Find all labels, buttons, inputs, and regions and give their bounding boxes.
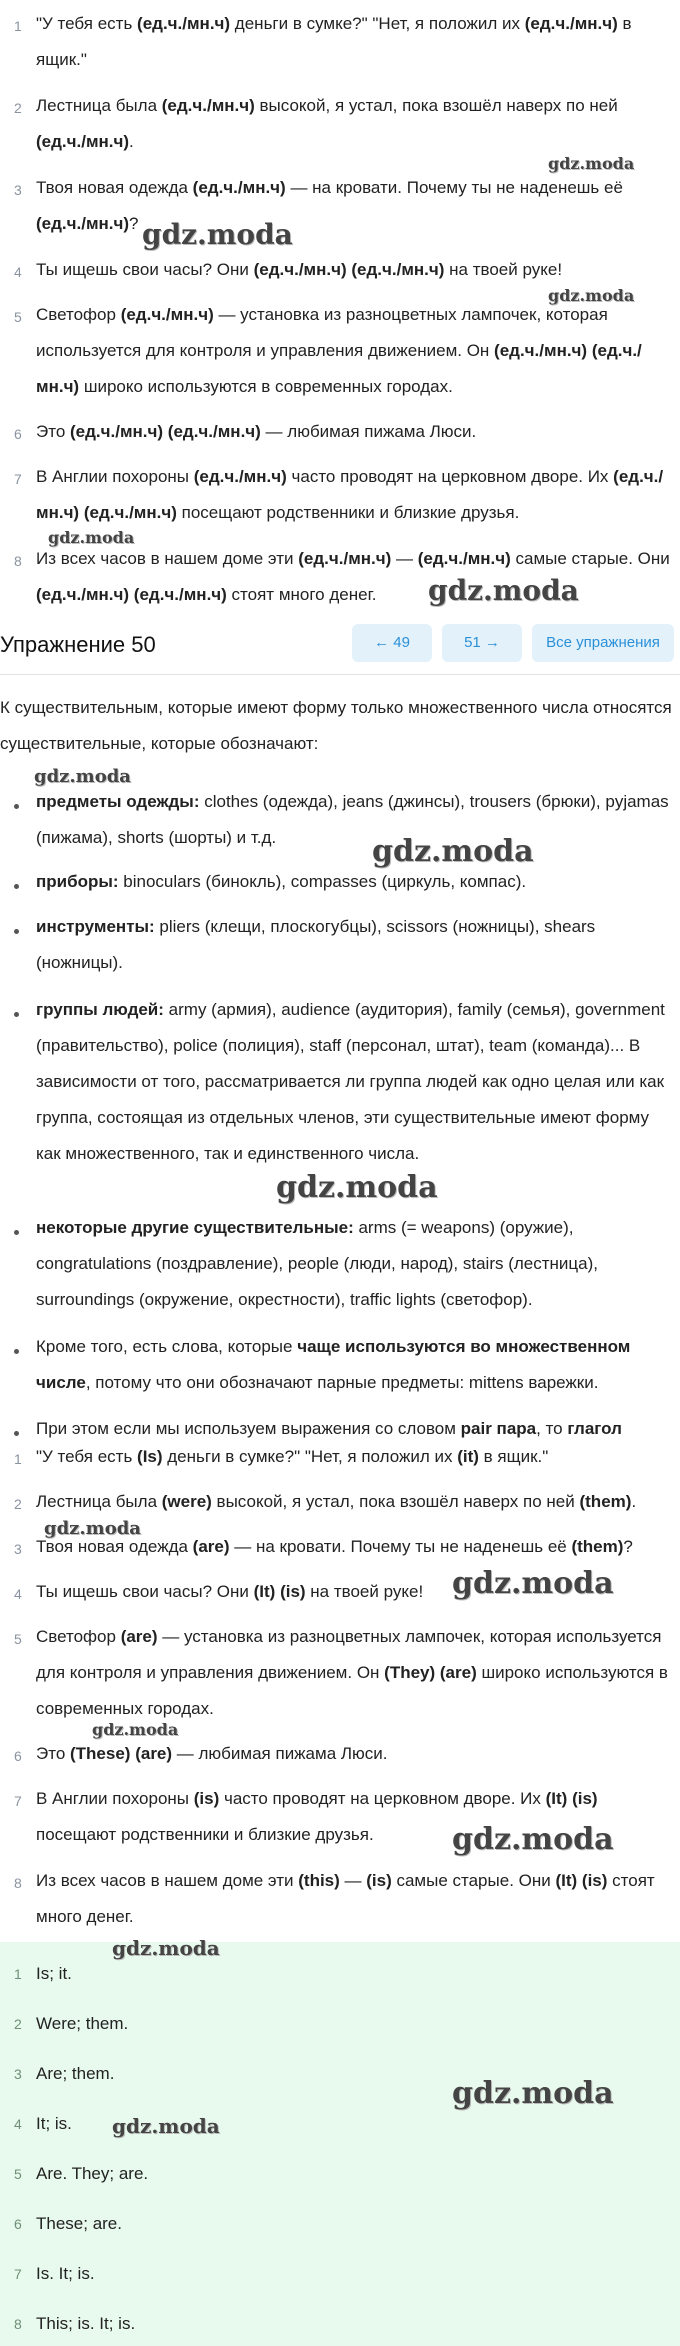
solved-item: Ты ищешь свои часы? Они (It) (is) на твоей руке! [36,1582,424,1601]
exercise-item: Светофор (ед.ч./мн.ч) — установка из разноцветных лампочек, которая используется для контроля и управления движением. Он (ед.ч./мн.ч) (ед.ч./мн.ч) широко используются в современных городах. [36,305,642,396]
theory-bullet: Кроме того, есть слова, которые чаще используются во множественном числе, потому что они обозначают парные предметы: mittens варежки. [36,1337,631,1392]
answer-text: It; is. [36,2114,72,2133]
watermark: gdz.moda [452,2076,614,2111]
answer-text: This; is. It; is. [36,2314,136,2333]
bullet-dot [14,1230,19,1235]
answer-text: Is; it. [36,1964,72,1983]
answer-number: 1 [14,1966,22,1982]
answer-text: Are; them. [36,2064,115,2083]
answer-text: Are. They; are. [36,2164,149,2183]
theory-bullet: предметы одежды: clothes (одежда), jeans (джинсы), trousers (брюки), pyjamas (пижама), shorts (шорты) и т.д. [36,792,669,847]
theory-intro: К существительным, которые имеют форму только множественного числа относятся существительные, которые обозначают: [0,698,672,753]
bullet-dot [14,884,19,889]
answer-number: 5 [14,2166,22,2182]
answer-text: Were; them. [36,2014,129,2033]
item-number: 2 [14,100,22,116]
exercise-item: "У тебя есть (ед.ч./мн.ч) деньги в сумке?" "Нет, я положил их (ед.ч./мн.ч) в ящик." [36,14,632,69]
watermark: gdz.moda [372,834,534,869]
bullet-dot [14,804,19,809]
watermark: gdz.moda [548,154,635,173]
item-number: 1 [14,1451,22,1467]
watermark: gdz.moda [142,218,293,251]
solved-item: Это (These) (are) — любимая пижама Люси. [36,1744,388,1763]
item-number: 6 [14,426,22,442]
exercise-item: Твоя новая одежда (ед.ч./мн.ч) — на кровати. Почему ты не наденешь её (ед.ч./мн.ч)? [36,178,623,233]
solved-item: В Англии похороны (is) часто проводят на церковном дворе. Их (It) (is) посещают родственники и близкие друзья. [36,1789,598,1844]
item-number: 8 [14,553,22,569]
exercise-item: Это (ед.ч./мн.ч) (ед.ч./мн.ч) — любимая пижама Люси. [36,422,477,441]
item-number: 5 [14,309,22,325]
item-number: 4 [14,264,22,280]
watermark: gdz.moda [548,286,635,305]
item-number: 2 [14,1496,22,1512]
solved-item: Лестница была (were) высокой, я устал, пока взошёл наверх по ней (them). [36,1492,637,1511]
watermark: gdz.moda [452,1822,614,1857]
item-number: 7 [14,1793,22,1809]
exercise-item: Из всех часов в нашем доме эти (ед.ч./мн.ч) — (ед.ч./мн.ч) самые старые. Они (ед.ч./мн.ч) (ед.ч./мн.ч) стоят много денег. [36,549,670,604]
item-number: 3 [14,182,22,198]
watermark: gdz.moda [48,528,135,547]
solved-item: "У тебя есть (Is) деньги в сумке?" "Нет, я положил их (it) в ящик." [36,1447,549,1466]
watermark: gdz.moda [276,1170,438,1205]
bullet-dot [14,1012,19,1017]
item-number: 6 [14,1748,22,1764]
theory-bullet: группы людей: army (армия), audience (аудитория), family (семья), government (правительство), police (полиция), staff (персонал, штат), team (команда)... В зависимости от того, рассматривается ли группа людей как одно целая или как группа, состоящая из отдельных членов, эти существительные имеют форму как множественного, так и единственного числа. [36,1000,665,1163]
answers-panel [0,1942,680,2346]
prev-exercise-button[interactable]: ← 49 [352,624,432,662]
watermark: gdz.moda [34,766,131,787]
divider [0,674,680,675]
theory-bullet: приборы: binoculars (бинокль), compasses (циркуль, компас). [36,872,527,891]
exercise-item: Ты ищешь свои часы? Они (ед.ч./мн.ч) (ед.ч./мн.ч) на твоей руке! [36,260,563,279]
answer-number: 3 [14,2066,22,2082]
item-number: 7 [14,471,22,487]
theory-bullet: инструменты: pliers (клещи, плоскогубцы), scissors (ножницы), shears (ножницы). [36,917,596,972]
next-exercise-button[interactable]: 51 → [442,624,522,662]
watermark: gdz.moda [112,2114,220,2138]
watermark: gdz.moda [44,1518,141,1539]
item-number: 3 [14,1541,22,1557]
item-number: 1 [14,18,22,34]
item-number: 5 [14,1631,22,1647]
watermark: gdz.moda [452,1566,614,1601]
bullet-dot [14,1431,19,1436]
exercise-title: Упражнение 50 [0,632,156,657]
solved-item: Светофор (are) — установка из разноцветных лампочек, которая используется для контроля и управления движением. Он (They) (are) широко используются в современных городах. [36,1627,668,1718]
solved-item: Твоя новая одежда (are) — на кровати. Почему ты не наденешь её (them)? [36,1537,633,1556]
watermark: gdz.moda [112,1936,220,1960]
watermark: gdz.moda [428,574,579,607]
answer-text: Is. It; is. [36,2264,95,2283]
theory-bullet: При этом если мы используем выражения со словом pair пара, то глагол [36,1419,622,1438]
answer-number: 7 [14,2266,22,2282]
item-number: 8 [14,1875,22,1891]
bullet-dot [14,1349,19,1354]
answer-number: 6 [14,2216,22,2232]
exercise-header [0,618,680,674]
exercise-item: Лестница была (ед.ч./мн.ч) высокой, я устал, пока взошёл наверх по ней (ед.ч./мн.ч). [36,96,618,151]
item-number: 4 [14,1586,22,1602]
answer-number: 4 [14,2116,22,2132]
answer-number: 2 [14,2016,22,2032]
answer-text: These; are. [36,2214,122,2233]
watermark: gdz.moda [92,1720,179,1739]
all-exercises-button[interactable]: Все упражнения [532,624,674,662]
bullet-dot [14,929,19,934]
solved-item: Из всех часов в нашем доме эти (this) — (is) самые старые. Они (It) (is) стоят много денег. [36,1871,655,1926]
answer-number: 8 [14,2316,22,2332]
exercise-item: В Англии похороны (ед.ч./мн.ч) часто проводят на церковном дворе. Их (ед.ч./мн.ч) (ед.ч./мн.ч) посещают родственники и близкие друзья. [36,467,664,522]
theory-bullet: некоторые другие существительные: arms (= weapons) (оружие), congratulations (поздравление), people (люди, народ), stairs (лестница), surroundings (окружение, окрестности), traffic lights (светофор). [36,1218,598,1309]
